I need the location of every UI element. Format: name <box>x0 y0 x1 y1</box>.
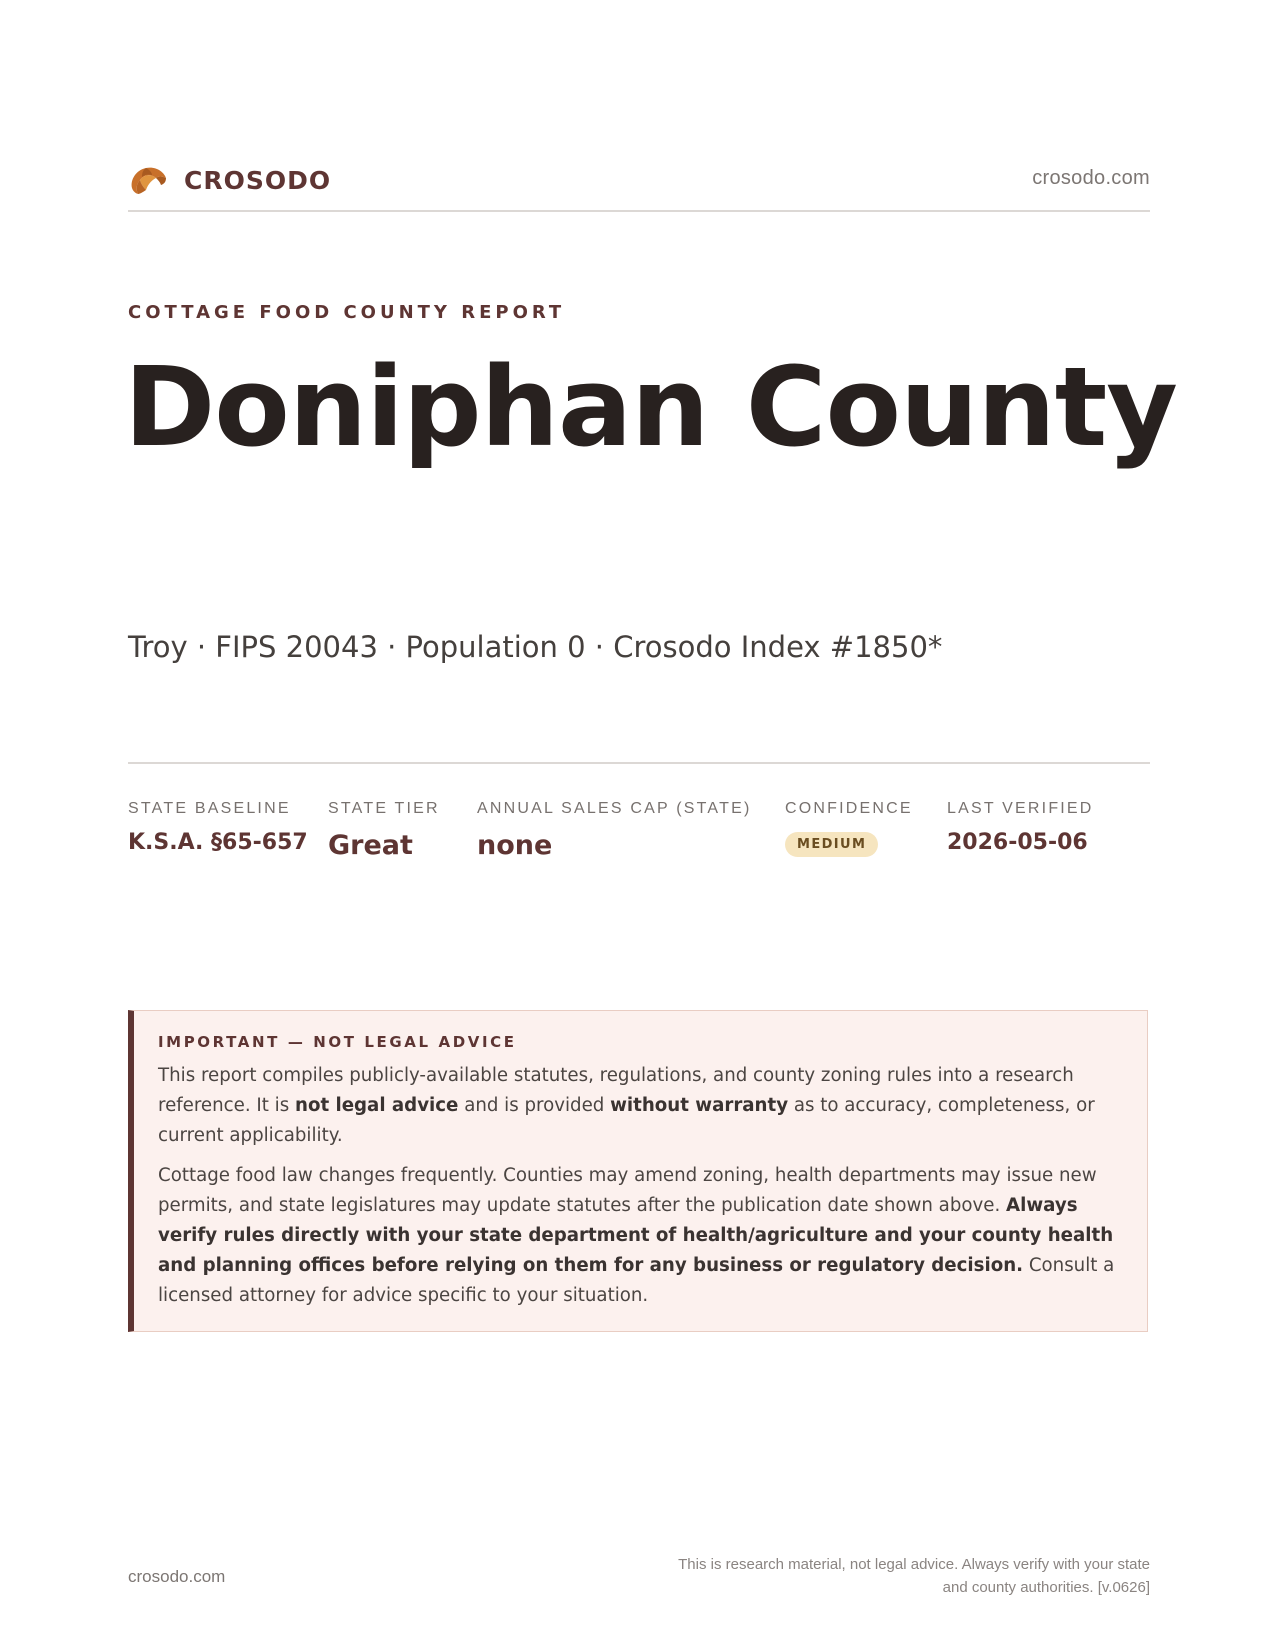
stat-value: 2026-05-06 <box>947 830 1088 855</box>
stats-row <box>128 800 1150 880</box>
confidence-badge: MEDIUM <box>785 832 878 857</box>
notice-paragraph-1 <box>158 1061 1126 1151</box>
notice-text: This report compiles publicly-available statutes, regulations, and county zoning rules into a research reference. It is <box>158 1065 1074 1116</box>
site-url-link[interactable]: crosodo.com <box>1032 167 1150 189</box>
notice-text: Cottage food law changes frequently. Counties may amend zoning, health departments may issue new permits, and state legislatures may update statutes after the publication date shown above. <box>158 1165 1097 1216</box>
notice-emphasis: without warranty <box>610 1095 789 1116</box>
stat-state-tier <box>328 800 440 861</box>
notice-title: IMPORTANT — NOT LEGAL ADVICE <box>158 1033 517 1051</box>
stat-label: CONFIDENCE <box>785 800 913 817</box>
header-divider <box>128 210 1150 212</box>
stat-last-verified <box>947 800 1094 855</box>
page-header <box>128 158 1150 202</box>
stat-label: STATE TIER <box>328 800 440 817</box>
notice-paragraph-2 <box>158 1161 1126 1311</box>
section-divider <box>128 762 1150 764</box>
croissant-icon <box>128 162 168 198</box>
legal-notice-box <box>128 1010 1148 1332</box>
stat-label: STATE BASELINE <box>128 800 291 817</box>
notice-text: as to accuracy, completeness, or current applicability. <box>158 1095 1095 1146</box>
brand-name: CROSODO <box>184 165 332 195</box>
notice-text: and is provided <box>458 1095 611 1116</box>
report-page <box>124 0 1177 1650</box>
county-subtitle: Troy · FIPS 20043 · Population 0 · Crosodo Index #1850* <box>128 630 943 664</box>
footer-site-url[interactable]: crosodo.com <box>128 1567 226 1586</box>
stat-annual-sales-cap <box>477 800 752 861</box>
report-eyebrow: COTTAGE FOOD COUNTY REPORT <box>128 302 566 323</box>
brand-logo <box>128 158 331 202</box>
notice-emphasis: not legal advice <box>295 1095 459 1116</box>
notice-emphasis: Always verify rules directly with your state department of health/agriculture and your county health and planning offices before relying on them for any business or regulatory decision. <box>158 1195 1114 1276</box>
notice-text: Consult a licensed attorney for advice specific to your situation. <box>158 1255 1115 1306</box>
stat-value: Great <box>328 830 413 861</box>
stat-label: ANNUAL SALES CAP (STATE) <box>477 800 752 817</box>
footer-disclaimer <box>590 1553 1150 1599</box>
stat-value: K.S.A. §65-657 <box>128 830 308 855</box>
footer-disclaimer-line-2: and county authorities. [v.0626] <box>942 1579 1150 1596</box>
footer-disclaimer-line-1: This is research material, not legal advice. Always verify with your state <box>678 1556 1150 1573</box>
stat-label: LAST VERIFIED <box>947 800 1094 817</box>
stat-value: none <box>477 830 553 861</box>
page-title: Doniphan County <box>124 343 1177 471</box>
stat-state-baseline <box>128 800 308 855</box>
stat-confidence <box>785 800 913 857</box>
